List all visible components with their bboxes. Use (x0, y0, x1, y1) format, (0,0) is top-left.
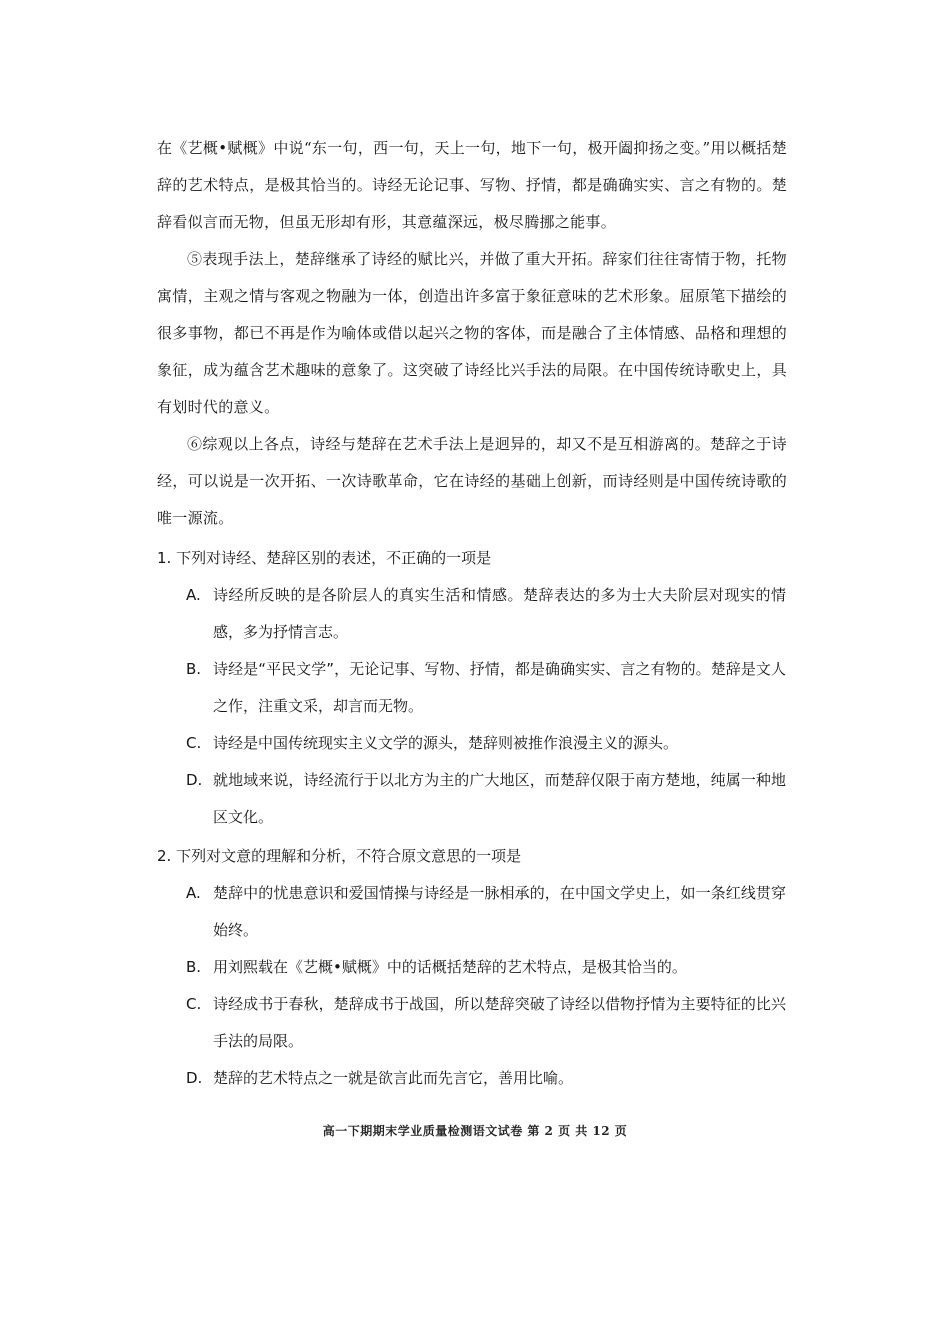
option-text: 诗经是“平民文学”，无论记事、写物、抒情，都是确确实实、言之有物的。楚辞是文人之作，注重文采，却言而无物。 (213, 660, 786, 715)
question-2-option-d (186, 1060, 786, 1097)
option-text: 就地域来说，诗经流行于以北方为主的广大地区，而楚辞仅限于南方楚地，纯属一种地区文化。 (213, 771, 786, 826)
option-text: 楚辞中的忧患意识和爱国情操与诗经是一脉相承的，在中国文学史上，如一条红线贯穿始终。 (213, 884, 786, 939)
question-1-stem: 1. 下列对诗经、楚辞区别的表述，不正确的一项是 (157, 549, 492, 567)
option-text: 用刘熙载在《艺概•赋概》中的话概括楚辞的艺术特点，是极其恰当的。 (213, 958, 687, 976)
question-2-option-c (186, 986, 786, 1060)
question-2-stem: 2. 下列对文意的理解和分析，不符合原文意思的一项是 (157, 847, 522, 865)
option-text: 诗经所反映的是各阶层人的真实生活和情感。楚辞表达的多为士大夫阶层对现实的情感，多为抒情言志。 (213, 586, 786, 641)
option-letter: A. (186, 884, 201, 902)
page-footer: 高一下期期末学业质量检测语文试卷 第 2 页 共 12 页 (322, 1124, 628, 1138)
question-2-option-a (186, 875, 786, 949)
option-letter: A. (186, 586, 201, 604)
question-1-option-d (186, 762, 786, 836)
question-1-option-b (186, 651, 786, 725)
option-text: 楚辞的艺术特点之一就是欲言此而先言它，善用比喻。 (213, 1069, 574, 1087)
option-letter: C. (186, 995, 202, 1013)
option-text: 诗经成书于春秋，楚辞成书于战国，所以楚辞突破了诗经以借物抒情为主要特征的比兴手法的局限。 (213, 995, 786, 1050)
passage-paragraph-continued: 在《艺概•赋概》中说“东一句，西一句，天上一句，地下一句，极开阖抑扬之变。”用以概括楚辞的艺术特点，是极其恰当的。诗经无论记事、写物、抒情，都是确确实实、言之有物的。楚辞看似言而无物，但虽无形却有形，其意蕴深远，极尽腾挪之能事。 (157, 139, 787, 231)
question-1-option-c (186, 725, 786, 762)
question-1-option-a (186, 577, 786, 651)
option-text: 诗经是中国传统现实主义文学的源头，楚辞则被推作浪漫主义的源头。 (213, 734, 679, 752)
option-letter: C. (186, 734, 202, 752)
passage-paragraph-6: ⑥综观以上各点，诗经与楚辞在艺术手法上是迥异的，却又不是互相游离的。楚辞之于诗经，可以说是一次开拓、一次诗歌革命，它在诗经的基础上创新，而诗经则是中国传统诗歌的唯一源流。 (157, 435, 787, 527)
option-letter: D. (186, 1069, 203, 1087)
option-letter: D. (186, 771, 203, 789)
question-2-option-b (186, 949, 786, 986)
option-letter: B. (186, 958, 202, 976)
option-letter: B. (186, 660, 202, 678)
passage-paragraph-5: ⑤表现手法上，楚辞继承了诗经的赋比兴，并做了重大开拓。辞家们往往寄情于物，托物寓情，主观之情与客观之物融为一体，创造出许多富于象征意味的艺术形象。屈原笔下描绘的很多事物，都已不再是作为喻体或借以起兴之物的客体，而是融合了主体情感、品格和理想的象征，成为蕴含艺术趣味的意象了。这突破了诗经比兴手法的局限。在中国传统诗歌史上，具有划时代的意义。 (157, 250, 787, 416)
